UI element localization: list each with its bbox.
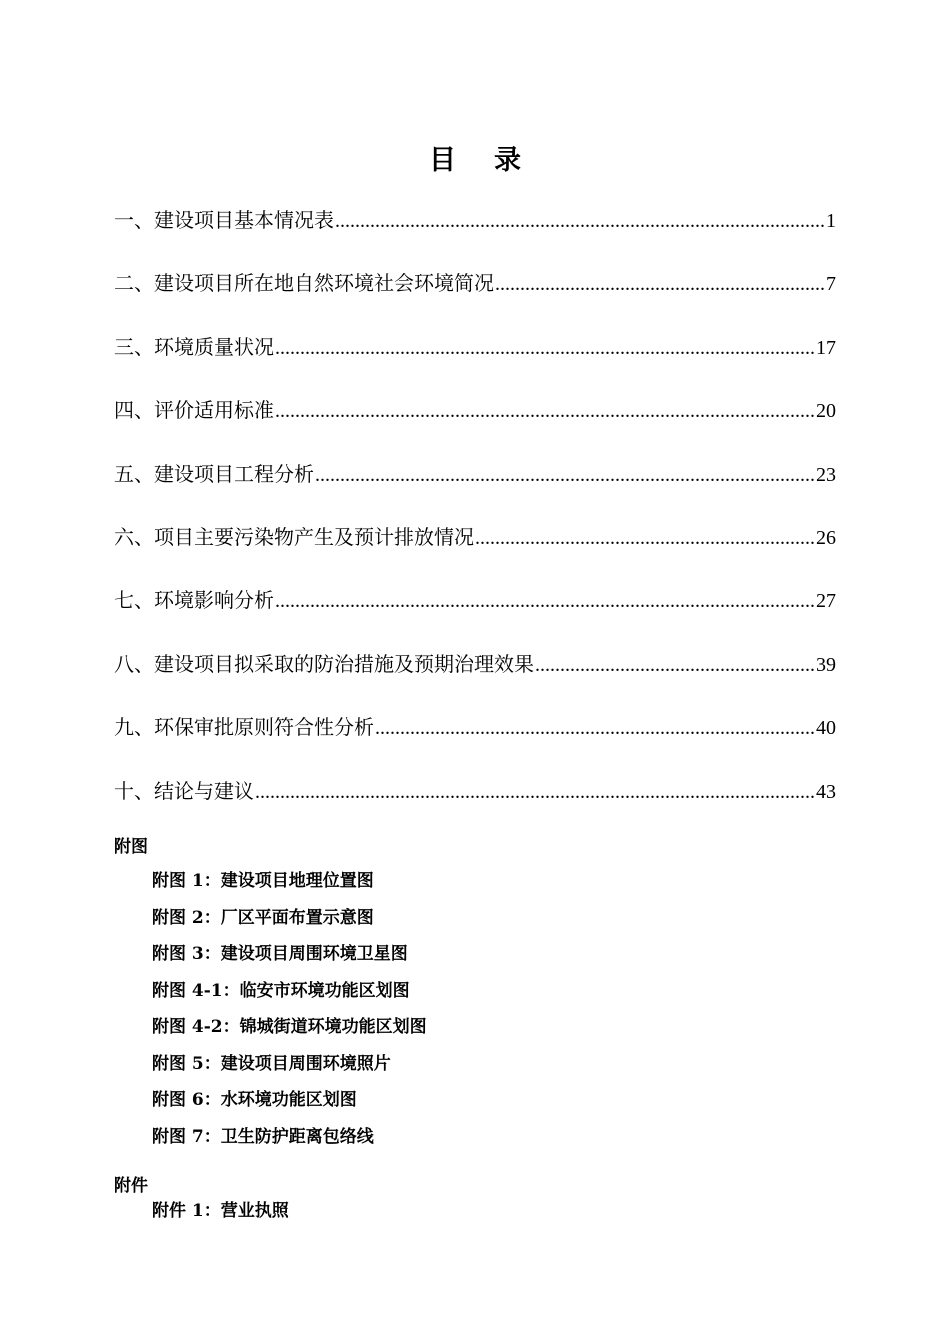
figure-item-7: 附图 6：水环境功能区划图: [152, 1090, 357, 1110]
toc-entry-label: 三、环境质量状况: [114, 335, 274, 359]
toc-entry-page: 39: [816, 654, 836, 676]
toc-entry-page: 23: [816, 464, 836, 486]
toc-entry-label: 五、建设项目工程分析: [114, 462, 314, 486]
toc-leader-dots: [495, 264, 825, 304]
figure-item-3: 附图 3：建设项目周围环境卫星图: [152, 944, 408, 964]
toc-entry-page: 1: [826, 210, 836, 232]
toc-entry-label: 八、建设项目拟采取的防治措施及预期治理效果: [114, 652, 534, 676]
toc-entry-page: 43: [816, 781, 836, 803]
page-title: [0, 138, 950, 177]
toc-entry-4[interactable]: [114, 390, 836, 430]
toc-entry-label: 二、建设项目所在地自然环境社会环境简况: [114, 271, 494, 295]
toc-entry-page: 27: [816, 590, 836, 612]
figure-item-8: 附图 7：卫生防护距离包络线: [152, 1127, 374, 1147]
toc-leader-dots: [535, 645, 815, 685]
toc-entry-page: 7: [826, 273, 836, 295]
toc-leader-dots: [335, 201, 825, 241]
figure-item-2: 附图 2：厂区平面布置示意图: [152, 908, 374, 928]
toc-entry-label: 六、项目主要污染物产生及预计排放情况: [114, 525, 474, 549]
toc-entry-label: 一、建设项目基本情况表: [114, 208, 334, 232]
title-char-1: 目: [429, 145, 456, 176]
figure-item-4: 附图 4-1：临安市环境功能区划图: [152, 981, 410, 1001]
attachments-heading: 附件: [114, 1176, 148, 1196]
toc-entry-8[interactable]: [114, 644, 836, 684]
toc-entry-10[interactable]: [114, 771, 836, 811]
toc-leader-dots: [275, 581, 815, 621]
toc-entry-6[interactable]: [114, 517, 836, 557]
toc-entry-label: 四、评价适用标准: [114, 398, 274, 422]
toc-leader-dots: [275, 391, 815, 431]
toc-entry-page: 17: [816, 337, 836, 359]
toc-entry-page: 26: [816, 527, 836, 549]
toc-entry-page: 20: [816, 400, 836, 422]
toc-entry-label: 九、环保审批原则符合性分析: [114, 715, 374, 739]
figure-item-6: 附图 5：建设项目周围环境照片: [152, 1054, 391, 1074]
toc-entry-label: 十、结论与建议: [114, 779, 254, 803]
toc-entry-page: 40: [816, 717, 836, 739]
toc-leader-dots: [275, 328, 815, 368]
toc-entry-label: 七、环境影响分析: [114, 588, 274, 612]
toc-leader-dots: [315, 455, 815, 495]
figure-item-1: 附图 1：建设项目地理位置图: [152, 871, 374, 891]
figure-item-5: 附图 4-2：锦城街道环境功能区划图: [152, 1017, 427, 1037]
toc-entry-1[interactable]: [114, 200, 836, 240]
toc-entry-3[interactable]: [114, 327, 836, 367]
toc-leader-dots: [475, 518, 815, 558]
figures-heading: 附图: [114, 837, 148, 857]
toc-leader-dots: [375, 708, 815, 748]
toc-entry-5[interactable]: [114, 454, 836, 494]
toc-leader-dots: [255, 772, 815, 812]
attachment-item-1: 附件 1：营业执照: [152, 1201, 289, 1221]
toc-entry-2[interactable]: [114, 263, 836, 303]
toc-entry-7[interactable]: [114, 580, 836, 620]
title-char-2: 录: [494, 145, 521, 176]
toc-entry-9[interactable]: [114, 707, 836, 747]
